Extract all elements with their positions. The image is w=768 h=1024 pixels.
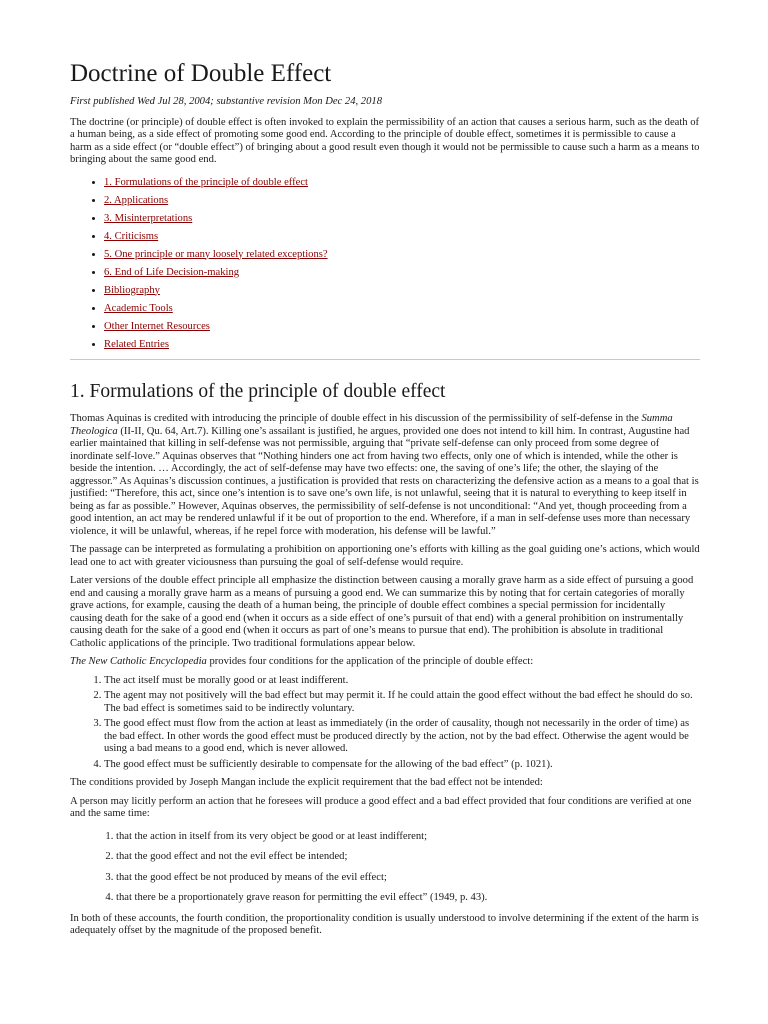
preamble-paragraph: The doctrine (or principle) of double effect is often invoked to explain the permissibility of an action that causes a serious harm, such as the death of a human being, as a side effect of promoting some good end. According to the principle of double effect, sometimes it is permissible to cause a harm as a side effect (or “double effect”) of bringing about a good result even though it would not be permissible to cause such a harm as a means to bringing about the same good end. xyxy=(70,116,700,165)
paragraph-mangan: The conditions provided by Joseph Mangan include the explicit requirement that the bad effect not be intended: xyxy=(70,777,543,788)
paragraph-encyclopedia: The New Catholic Encyclopedia provides four conditions for the application of the principle of double effect: xyxy=(70,656,534,667)
toc-link-applications[interactable]: 2. Applications xyxy=(104,194,169,206)
paragraph-aquinas: Thomas Aquinas is credited with introducing the principle of double effect in his discussion of the permissibility of self-defense in the Summa Theologica (II-II, Qu. 64, Art.7). Killing one’s assailant is justified, he argues, provided one does not intend to kill him. In contrast, Augustine had earlier maintained that killing in self-defense was not permissible, arguing that “private self-defense can only proceed from some degree of inordinate self-love.” Aquinas observes that “Nothing hinders one act from having two effects, only one of which is intended, while the other is beside the intention. … Accordingly, the act of self-defense may have two effects: one, the saving of one’s life; the other, the slaying of the aggressor.” As Aquinas’s discussion continues, a justification is provided that rests on characterizing the defensive action as a means to a goal that is justified: “Therefore, this act, since one’s intention is to save one’s own life, is not unlawful, seeing that it is natural to everything to keep itself in being as far as possible.” However, Aquinas observes, the permissibility of self-defense is not unconditional: “And yet, though proceeding from a good intention, an act may be rendered unlawful if it be out of proportion to the end. Wherefore, if a man in self-defense uses more than necessary violence, it will be unlawful, whereas, if he repel force with moderation, his defense will be lawful.” xyxy=(70,413,699,537)
list-item: 2. The agent may not positively will the bad effect but may permit it. If he could attain the good effect without the bad effect he should do so. The bad effect is sometimes said to be indirectly voluntary. xyxy=(104,690,700,715)
toc-link-related-entries[interactable]: Related Entries xyxy=(104,338,170,350)
toc-link-formulations[interactable]: 1. Formulations of the principle of double effect xyxy=(104,176,308,188)
page-title: Doctrine of Double Effect xyxy=(70,60,332,87)
toc-item xyxy=(104,177,700,190)
list-item: 4. The good effect must be sufficiently desirable to compensate for the allowing of the bad effect” (p. 1021). xyxy=(104,759,700,772)
toc-item xyxy=(104,303,700,316)
list-item: 4. that there be a proportionately grave reason for permitting the evil effect” (1949, p. 43). xyxy=(116,892,700,905)
list-item: 2. that the good effect and not the evil effect be intended; xyxy=(116,851,700,864)
article-content xyxy=(70,58,700,944)
toc-link-academic-tools[interactable]: Academic Tools xyxy=(104,302,173,314)
toc-link-internet-resources[interactable]: Other Internet Resources xyxy=(104,320,210,332)
book-title: Summa Theologica xyxy=(70,413,673,437)
toc-link-bibliography[interactable]: Bibliography xyxy=(104,284,160,296)
paragraph-proportionality: In both of these accounts, the fourth condition, the proportionality condition is usually understood to involve determining if the extent of the harm is adequately offset by the magnitude of the proposed benefit. xyxy=(70,912,699,936)
encyclopedia-conditions-list xyxy=(70,675,700,772)
section-heading: 1. Formulations of the principle of double effect xyxy=(70,381,446,402)
paragraph-interpretation: The passage can be interpreted as formulating a prohibition on apportioning one’s efforts with killing as the goal guiding one’s actions, which would lead one to act with greater viciousness than pursuing the goal of self-defense would require. xyxy=(70,544,700,568)
section-divider xyxy=(70,359,700,360)
toc-item xyxy=(104,231,700,244)
toc-item xyxy=(104,267,700,280)
toc-item xyxy=(104,195,700,208)
toc-item xyxy=(104,285,700,298)
toc-link-misinterpretations[interactable]: 3. Misinterpretations xyxy=(104,212,193,224)
list-item: 3. The good effect must flow from the action at least as immediately (in the order of causality, though not necessarily in the order of time) as the bad effect. In other words the good effect must be produced directly by the action, not by the bad effect. Otherwise the agent would be using a bad means to a good end, which is never allowed. xyxy=(104,718,700,756)
toc-item xyxy=(104,321,700,334)
toc-link-one-principle[interactable]: 5. One principle or many loosely related exceptions? xyxy=(104,248,328,260)
toc-item xyxy=(104,213,700,226)
list-item: 3. that the good effect be not produced by means of the evil effect; xyxy=(116,872,700,885)
toc-item xyxy=(104,339,700,352)
list-item: 1. The act itself must be morally good or at least indifferent. xyxy=(104,675,700,688)
toc-item xyxy=(104,249,700,262)
table-of-contents xyxy=(70,177,700,352)
publication-info: First published Wed Jul 28, 2004; substantive revision Mon Dec 24, 2018 xyxy=(70,96,382,107)
toc-link-criticisms[interactable]: 4. Criticisms xyxy=(104,230,159,242)
toc-link-end-of-life[interactable]: 6. End of Life Decision-making xyxy=(104,266,240,278)
encyclopedia-title: The New Catholic Encyclopedia xyxy=(70,656,207,667)
mangan-conditions-list xyxy=(70,831,700,905)
paragraph-later-versions: Later versions of the double effect principle all emphasize the distinction between causing a morally grave harm as a side effect of pursuing a good end and causing a morally grave harm as a means of pursuing a good end. We can summarize this by noting that for certain categories of morally grave actions, for example, causing the death of a human being, the principle of double effect combines a special permission for incidentally causing death for the sake of a good end (when it occurs as a side effect of one’s pursuit of that end) with a general prohibition on instrumentally causing death for the sake of a good end (when it occurs as part of one’s means to pursue that end). The prohibition is absolute in traditional Catholic applications of the principle. Two traditional formulations appear below. xyxy=(70,575,694,649)
list-item: 1. that the action in itself from its very object be good or at least indifferent; xyxy=(116,831,700,844)
paragraph-mangan-quote: A person may licitly perform an action that he foresees will produce a good effect and a bad effect provided that four conditions are verified at one and the same time: xyxy=(70,795,692,819)
